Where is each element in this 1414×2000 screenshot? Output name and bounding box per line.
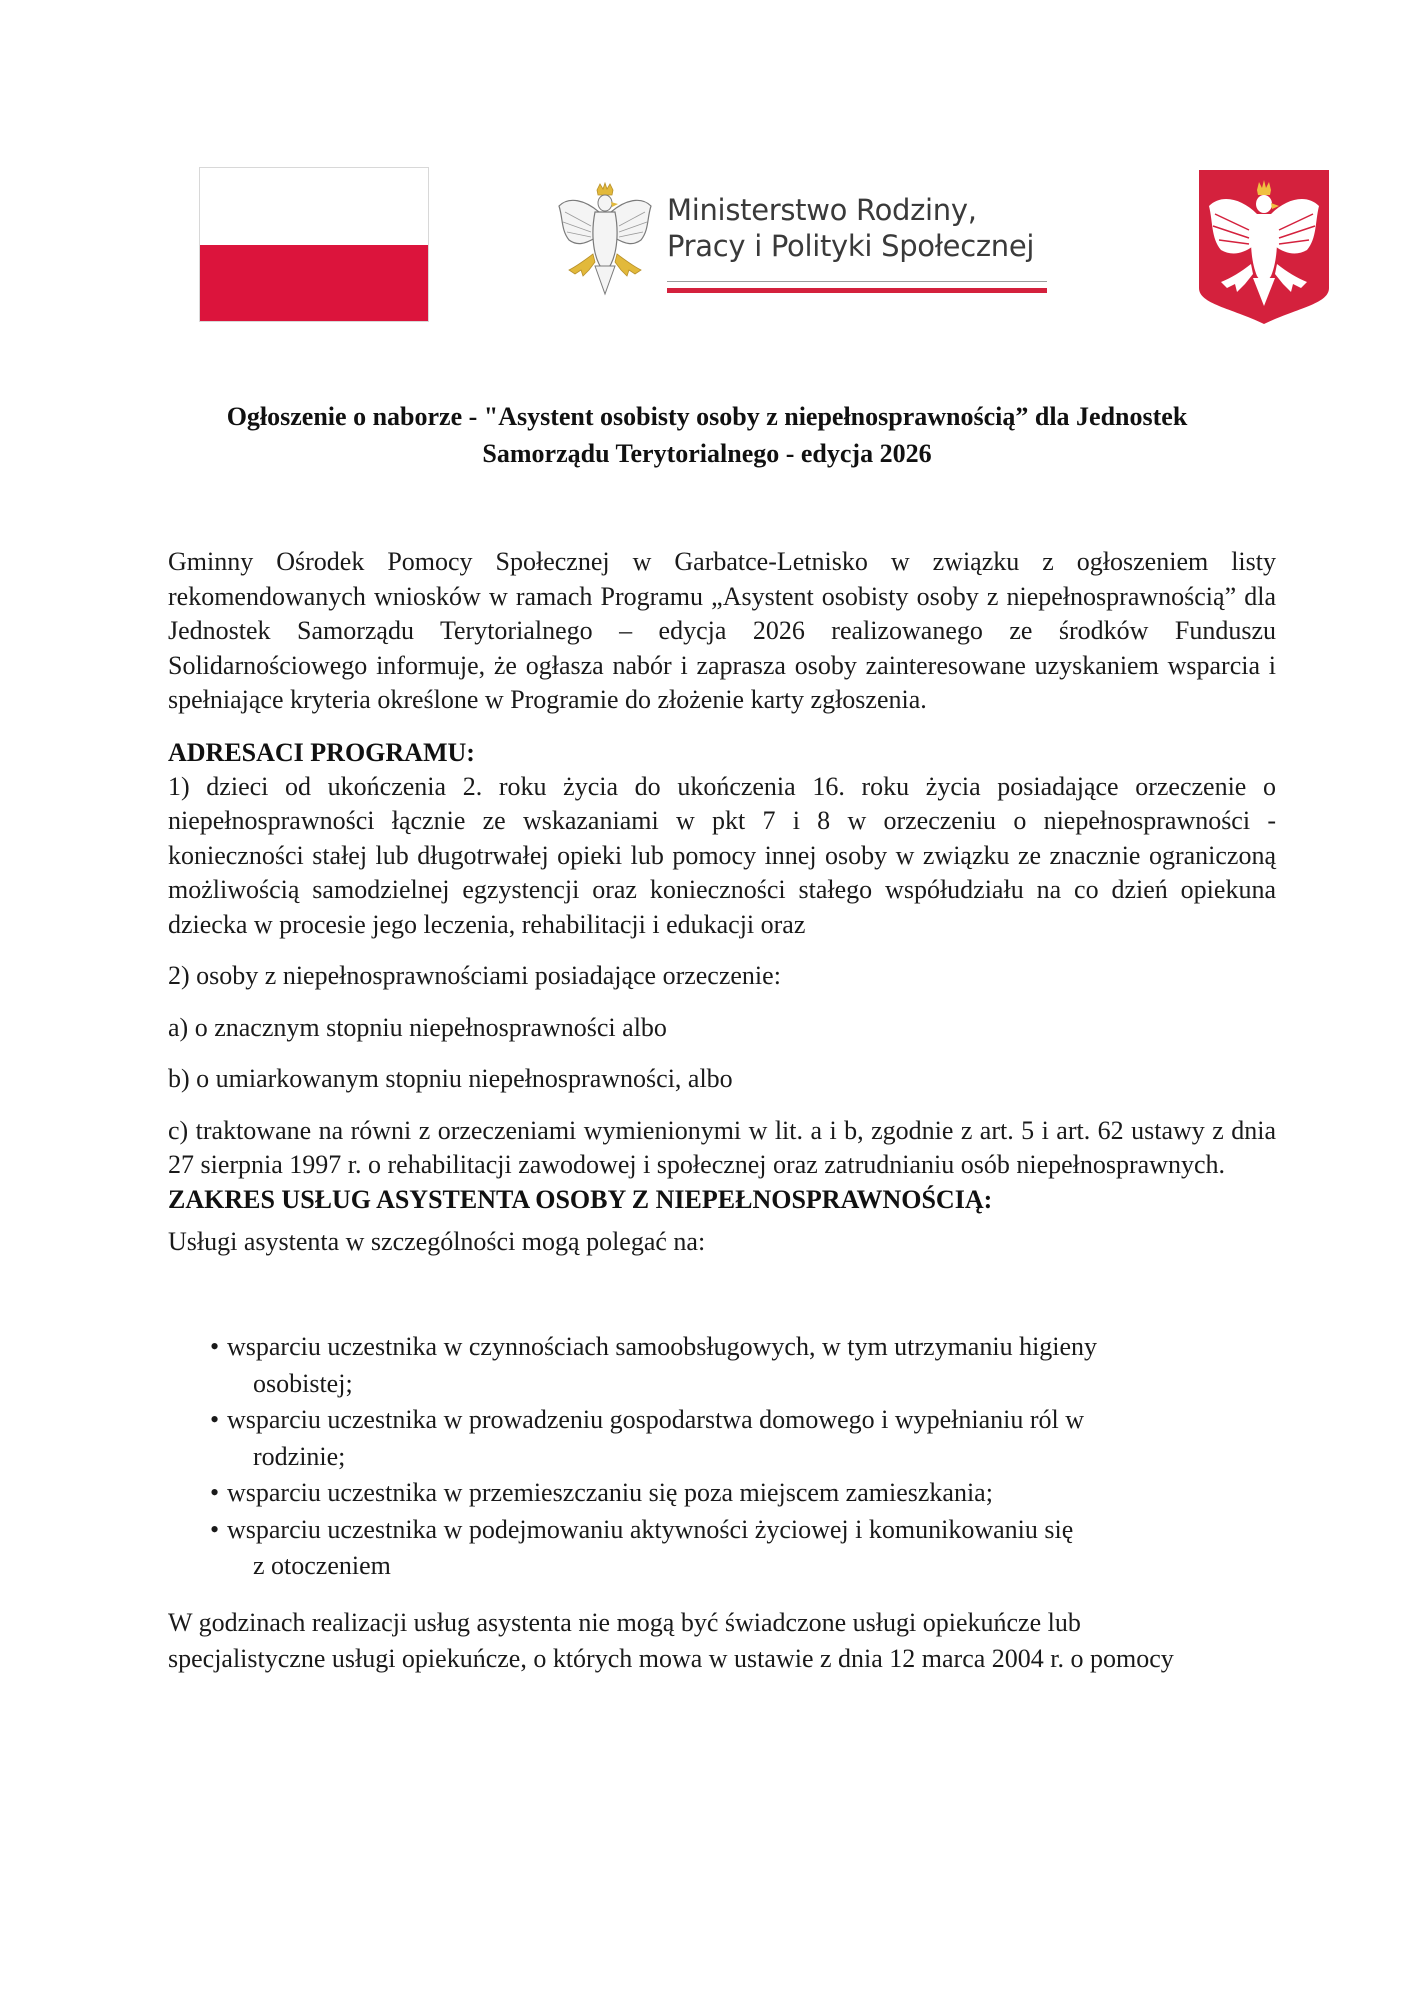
bullet-icon: •	[210, 1478, 220, 1507]
closing-paragraph	[168, 1605, 1276, 1677]
list-item-continuation: z otoczeniem	[253, 1551, 391, 1580]
header-logos	[0, 0, 1414, 340]
bullet-icon: •	[210, 1332, 220, 1361]
intro-paragraph: Gminny Ośrodek Pomocy Społecznej w Garbatce-Letnisko w związku z ogłoszeniem listy rekomendowanych wniosków w ramach Programu „Asystent osobisty osoby z niepełnosprawnością” dla Jednostek Samorządu Terytorialnego – edycja 2026 realizowanego ze środków Funduszu Solidarnościowego informuje, że ogłasza nabór i zaprasza osoby zainteresowane uzyskaniem wsparcia i spełniające kryteria określone w Programie do złożenie karty zgłoszenia.	[168, 547, 1276, 714]
logo-divider-grey	[667, 281, 1047, 282]
closing-line-2: specjalistyczne usługi opiekuńcze, o których mowa w ustawie z dnia 12 marca 2004 r. o pomocy	[168, 1643, 1174, 1673]
section-heading-addressees: ADRESACI PROGRAMU:	[168, 737, 475, 767]
document-title-line2: Samorządu Terytorialnego - edycja 2026	[482, 439, 932, 468]
list-item	[210, 1512, 1187, 1585]
list-item-text: wsparciu uczestnika w czynnościach samoobsługowych, w tym utrzymaniu higieny	[227, 1332, 1098, 1361]
list-item	[210, 1475, 1187, 1512]
document-title-line1: Ogłoszenie o naborze - "Asystent osobisty osoby z niepełnosprawnością” dla Jednostek	[226, 402, 1188, 431]
list-item-text: wsparciu uczestnika w przemieszczaniu się poza miejscem zamieszkania;	[227, 1478, 993, 1507]
white-eagle-icon	[555, 182, 655, 297]
ministry-logo	[555, 182, 1050, 302]
ministry-name-line1: Ministerstwo Rodziny,	[667, 193, 977, 227]
list-item-continuation: rodzinie;	[253, 1441, 346, 1471]
polish-flag-icon	[199, 167, 429, 322]
closing-line-1: W godzinach realizacji usług asystenta nie mogą być świadczone usługi opiekuńcze lub	[168, 1607, 1081, 1637]
list-item	[210, 1402, 1187, 1475]
bullet-icon: •	[210, 1405, 220, 1434]
ministry-name	[667, 192, 1034, 264]
services-list	[168, 1329, 1276, 1585]
coat-of-arms-icon	[1197, 168, 1331, 326]
addressee-item-2: 2) osoby z niepełnosprawnościami posiadające orzeczenie:	[168, 961, 781, 990]
addressee-item-1: 1) dzieci od ukończenia 2. roku życia do ukończenia 16. roku życia posiadające orzeczenie o niepełnosprawności łącznie ze wskazaniami w pkt 7 i 8 w orzeczeniu o niepełnosprawności - konieczności stałej lub długotrwałej opieki lub pomocy innej osoby w związku ze znacznie ograniczoną możliwością samodzielnej egzystencji oraz konieczności stałego współudziału na co dzień opiekuna dziecka w procesie jego leczenia, rehabilitacji i edukacji oraz	[168, 771, 1276, 939]
document-title	[150, 398, 1264, 472]
addressee-item-2c: c) traktowane na równi z orzeczeniami wymienionymi w lit. a i b, zgodnie z art. 5 i art. 62 ustawy z dnia 27 sierpnia 1997 r. o rehabilitacji zawodowej i społecznej oraz zatrudnianiu osób niepełnosprawnych.	[168, 1115, 1276, 1179]
addressee-item-2b: b) o umiarkowanym stopniu niepełnosprawności, albo	[168, 1064, 733, 1093]
document-body	[168, 545, 1276, 1677]
ministry-name-line2: Pracy i Polityki Społecznej	[667, 229, 1035, 263]
addressee-item-2a: a) o znacznym stopniu niepełnosprawności albo	[168, 1012, 667, 1042]
list-item-text: wsparciu uczestnika w podejmowaniu aktywności życiowej i komunikowaniu się	[227, 1514, 1074, 1544]
list-item-text: wsparciu uczestnika w prowadzeniu gospodarstwa domowego i wypełnianiu ról w	[227, 1405, 1085, 1434]
list-item-continuation: osobistej;	[253, 1368, 353, 1398]
list-item	[210, 1329, 1187, 1402]
section-heading-services: ZAKRES USŁUG ASYSTENTA OSOBY Z NIEPEŁNOSPRAWNOŚCIĄ:	[168, 1184, 993, 1214]
bullet-icon: •	[210, 1514, 220, 1544]
services-lead: Usługi asystenta w szczególności mogą polegać na:	[168, 1226, 706, 1256]
logo-divider-red	[667, 288, 1047, 293]
